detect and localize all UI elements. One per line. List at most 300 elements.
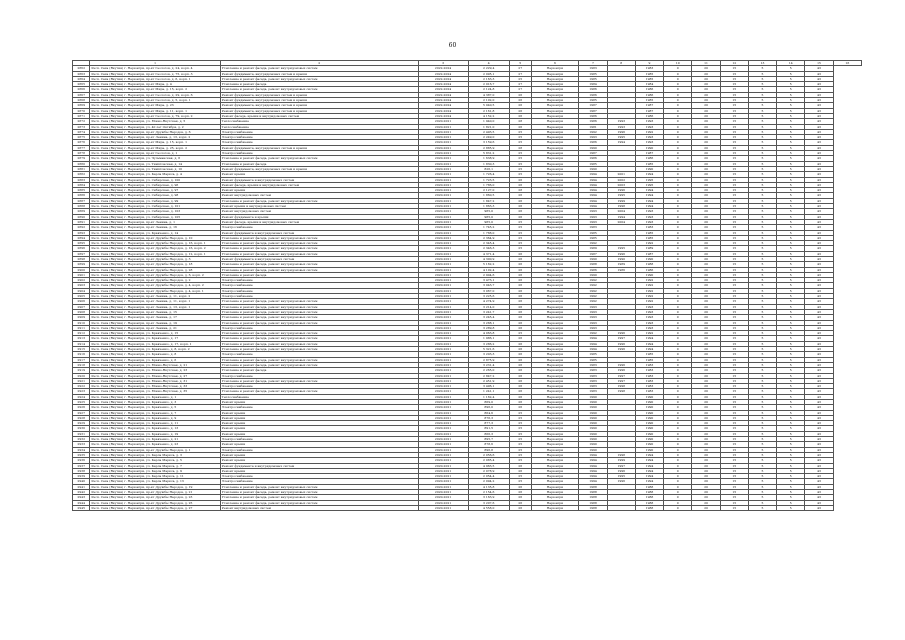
table-cell: 25 — [509, 452, 531, 457]
table-cell: 5 — [748, 241, 776, 246]
table-cell: 2935 — [73, 452, 90, 457]
table-cell: Нерюнгри — [531, 394, 579, 399]
table-cell: 1994 — [635, 341, 663, 346]
table-cell: 43 — [805, 246, 833, 251]
table-cell: 5 — [748, 161, 776, 166]
table-cell: 3 289,8 — [468, 325, 509, 330]
table-cell: Ремонт крыши — [220, 172, 418, 177]
table-cell: 43 — [805, 108, 833, 113]
table-cell: Утепление и ремонт фасада, ремонт внутридомовых систем — [220, 315, 418, 320]
column-header: 3 — [418, 61, 468, 66]
table-cell: Нерюнгри — [531, 368, 579, 373]
table-cell: Нерюнгри — [531, 98, 579, 103]
table-cell: 1994 — [579, 463, 607, 468]
table-cell: 20 — [692, 113, 720, 118]
table-cell: 1 745,2 — [468, 225, 509, 230]
table-cell: Респ. Саха (Якутия) г. Нерюнгри, ул. Южно-Якутская, д. 35 — [90, 389, 220, 394]
table-cell: 5 — [777, 458, 805, 463]
table-cell: Нерюнгри — [531, 468, 579, 473]
table-cell: 2889 — [73, 209, 90, 214]
table-cell: Респ. Саха (Якутия) г. Нерюнгри, пр-кт Геологов, д. 79, корп. 2 — [90, 113, 220, 118]
table-cell: 2020-2021 — [418, 166, 468, 171]
table-cell: 1990 — [635, 166, 663, 171]
table-cell: 15 — [720, 394, 748, 399]
table-cell: 3 288,1 — [468, 320, 509, 325]
table-cell: 15 — [720, 76, 748, 81]
table-cell: 1997 — [607, 373, 635, 378]
table-cell: Утепление и ремонт фасада, ремонт внутридомовых систем — [220, 500, 418, 505]
table-cell: 26 — [509, 352, 531, 357]
table-cell: 1994 — [579, 193, 607, 198]
table-cell: Респ. Саха (Якутия) г. Нерюнгри, пр-кт Мира, д. 11, корп. 1 — [90, 108, 220, 113]
table-cell: 5 — [777, 209, 805, 214]
table-cell: 2892 — [73, 225, 90, 230]
table-cell: Респ. Саха (Якутия) г. Нерюнгри, ул. Кравченко, д. 1 — [90, 394, 220, 399]
table-cell: Нерюнгри — [531, 76, 579, 81]
table-cell: Респ. Саха (Якутия) г. Нерюнгри, пр-кт Ленина, д. 11, корп. 2 — [90, 294, 220, 299]
table-cell: 2020-2021 — [418, 251, 468, 256]
table-cell: 0 — [664, 373, 692, 378]
table-cell: 1983 — [579, 368, 607, 373]
table-cell: 43 — [805, 66, 833, 71]
table-cell: 5 — [777, 405, 805, 410]
table-cell: 26 — [509, 256, 531, 261]
table-cell: 26 — [509, 98, 531, 103]
table-cell: 0 — [664, 98, 692, 103]
table-cell: Нерюнгри — [531, 336, 579, 341]
table-cell: 2020-2021 — [418, 341, 468, 346]
table-cell: 864,6 — [468, 410, 509, 415]
table-cell: 5 — [777, 505, 805, 510]
table-cell: 20 — [692, 108, 720, 113]
table-cell: 5 — [777, 500, 805, 505]
table-cell: Респ. Саха (Якутия) г. Нерюнгри, ул. Сибирская, д. 103 — [90, 209, 220, 214]
table-cell: Нерюнгри — [531, 124, 579, 129]
column-header: 8 — [607, 61, 635, 66]
table-cell: 5 — [777, 251, 805, 256]
table-cell: 43 — [805, 463, 833, 468]
table-cell: 2884 — [73, 182, 90, 187]
table-cell: 2022-2024 — [418, 113, 468, 118]
table-cell: 5 — [777, 103, 805, 108]
table-cell: 43 — [805, 140, 833, 145]
column-header: 16 — [833, 61, 861, 66]
table-cell: Нерюнгри — [531, 151, 579, 156]
table-cell: 43 — [805, 135, 833, 140]
table-cell: 43 — [805, 166, 833, 171]
table-cell: 20 — [692, 452, 720, 457]
table-cell: 1983 — [579, 378, 607, 383]
table-cell: 5 — [748, 230, 776, 235]
table-cell: 1989 — [635, 246, 663, 251]
table-cell: 4 387,0 — [468, 92, 509, 97]
table-cell: Нерюнгри — [531, 325, 579, 330]
table-cell: 26 — [509, 262, 531, 267]
table-cell: 3 203,3 — [468, 352, 509, 357]
table-cell: 2872 — [73, 119, 90, 124]
table-cell: 1983 — [635, 384, 663, 389]
table-cell: 2020-2021 — [418, 235, 468, 240]
table-cell: Нерюнгри — [531, 246, 579, 251]
table-cell: 2931 — [73, 431, 90, 436]
table-cell: 27 — [509, 87, 531, 92]
table-cell: Респ. Саха (Якутия) г. Нерюнгри, ул. Кравченко, д. 3 — [90, 400, 220, 405]
table-cell: 43 — [805, 347, 833, 352]
table-cell: 2020-2021 — [418, 230, 468, 235]
table-cell: 5 — [748, 452, 776, 457]
table-cell: Утепление и ремонт фасада, ремонт внутридомовых систем — [220, 484, 418, 489]
table-cell: 1994 — [579, 336, 607, 341]
table-cell: 1988 — [635, 500, 663, 505]
table-cell: Нерюнгри — [531, 140, 579, 145]
table-cell: 15 — [720, 198, 748, 203]
table-cell: 0 — [664, 336, 692, 341]
table-cell: 1999 — [607, 198, 635, 203]
table-cell: Нерюнгри — [531, 442, 579, 447]
table-cell: 20 — [692, 400, 720, 405]
table-cell: 43 — [805, 214, 833, 219]
table-cell: 2864 — [73, 76, 90, 81]
table-cell: 2 056,6 — [468, 452, 509, 457]
table-cell: 5 — [748, 209, 776, 214]
table-cell: 2881 — [73, 166, 90, 171]
table-cell: 43 — [805, 394, 833, 399]
table-cell: 5 — [748, 92, 776, 97]
table-cell: 15 — [720, 500, 748, 505]
table-cell: Нерюнгри — [531, 304, 579, 309]
table-cell: 2871 — [73, 113, 90, 118]
table-cell: 1990 — [635, 272, 663, 277]
table-cell: Респ. Саха (Якутия) г. Нерюнгри, пр-кт Дружбы Народов, д. 18 — [90, 262, 220, 267]
table-cell: 0 — [664, 447, 692, 452]
table-cell: 0 — [664, 315, 692, 320]
table-cell: Нерюнгри — [531, 309, 579, 314]
column-header: 2 — [220, 61, 418, 66]
table-cell: Утепление и ремонт фасада, ремонт внутридомовых систем — [220, 304, 418, 309]
table-cell: 26 — [509, 341, 531, 346]
table-cell: 20 — [692, 410, 720, 415]
table-cell: 26 — [509, 336, 531, 341]
table-cell: Нерюнгри — [531, 315, 579, 320]
table-cell: Ремонт крыши — [220, 442, 418, 447]
table-cell: 1983 — [579, 66, 607, 71]
table-cell: 20 — [692, 437, 720, 442]
table-cell: 1987 — [635, 151, 663, 156]
table-cell: 15 — [720, 262, 748, 267]
table-cell: 5 — [748, 119, 776, 124]
table-cell: 5 — [748, 182, 776, 187]
table-cell: 5 — [777, 204, 805, 209]
table-cell: 20 — [692, 272, 720, 277]
table-cell: 15 — [720, 447, 748, 452]
table-cell: 5 — [777, 256, 805, 261]
table-cell: 15 — [720, 119, 748, 124]
table-cell: 26 — [509, 108, 531, 113]
table-cell: 20 — [692, 331, 720, 336]
table-cell: Нерюнгри — [531, 373, 579, 378]
table-cell: 25 — [509, 447, 531, 452]
table-cell: 2022-2024 — [418, 82, 468, 87]
table-cell: 1994 — [607, 214, 635, 219]
column-header: 15 — [805, 61, 833, 66]
table-cell: 5 — [777, 140, 805, 145]
table-cell: 25 — [509, 474, 531, 479]
table-cell: 5 — [777, 394, 805, 399]
table-cell: 15 — [720, 362, 748, 367]
table-cell: 3 245,4 — [468, 315, 509, 320]
table-cell: 5 — [748, 394, 776, 399]
table-cell: 26 — [509, 468, 531, 473]
table-cell: 1997 — [607, 336, 635, 341]
table-cell: 26 — [509, 299, 531, 304]
table-cell: 15 — [720, 490, 748, 495]
table-cell: Респ. Саха (Якутия) г. Нерюнгри, ул. Кравченко, д. 23 — [90, 442, 220, 447]
table-cell: Респ. Саха (Якутия) г. Нерюнгри, ул. Кравченко, д. 17, корп. 1 — [90, 341, 220, 346]
table-cell: 2939 — [73, 474, 90, 479]
table-cell: 20 — [692, 98, 720, 103]
table-cell: 2020-2021 — [418, 124, 468, 129]
table-cell: 2 078,9 — [468, 468, 509, 473]
table-cell: 2020-2021 — [418, 505, 468, 510]
table-cell: 20 — [692, 304, 720, 309]
table-cell: 20 — [692, 92, 720, 97]
table-cell: 2941 — [73, 484, 90, 489]
table-cell: 2942 — [73, 490, 90, 495]
table-cell: 26 — [509, 405, 531, 410]
table-cell: Утепление и ремонт фасада, ремонт внутридомовых систем — [220, 198, 418, 203]
table-cell: 5 — [748, 204, 776, 209]
table-cell: 2020-2021 — [418, 204, 468, 209]
table-cell: 2930 — [73, 426, 90, 431]
table-cell: Утепление и ремонт фасада, ремонт внутридомовых систем — [220, 299, 418, 304]
table-cell: 5 — [777, 66, 805, 71]
table-cell: 5 — [777, 347, 805, 352]
table-cell: 20 — [692, 505, 720, 510]
table-cell: 43 — [805, 288, 833, 293]
table-cell: 5 — [748, 129, 776, 134]
table-cell: 1 830,3 — [468, 161, 509, 166]
table-cell: 20 — [692, 362, 720, 367]
table-cell: 1987 — [635, 103, 663, 108]
table-cell: 0 — [664, 145, 692, 150]
table-cell: Электроснабжение — [220, 437, 418, 442]
table-cell: Нерюнгри — [531, 452, 579, 457]
table-cell: 26 — [509, 373, 531, 378]
table-cell: 2921 — [73, 378, 90, 383]
table-cell: 43 — [805, 92, 833, 97]
table-cell: 1990 — [635, 442, 663, 447]
table-cell: 5 — [777, 352, 805, 357]
table-cell: 5 — [777, 331, 805, 336]
table-cell: 1990 — [635, 400, 663, 405]
table-cell: 43 — [805, 368, 833, 373]
table-cell: 1993 — [635, 214, 663, 219]
table-cell: 5 — [777, 400, 805, 405]
table-cell: 1983 — [635, 389, 663, 394]
table-cell: 20 — [692, 103, 720, 108]
table-cell: 1983 — [635, 373, 663, 378]
table-cell: 4 963,5 — [468, 463, 509, 468]
table-cell: 2885 — [73, 188, 90, 193]
table-cell: 15 — [720, 151, 748, 156]
table-cell: 1994 — [579, 204, 607, 209]
table-cell: 1995 — [635, 182, 663, 187]
table-cell: 1 860,5 — [468, 193, 509, 198]
table-cell: 869,0 — [468, 400, 509, 405]
column-header: 12 — [720, 61, 748, 66]
table-cell: Нерюнгри — [531, 225, 579, 230]
table-cell: 15 — [720, 309, 748, 314]
table-cell: 5 — [748, 505, 776, 510]
table-cell: 2020-2021 — [418, 410, 468, 415]
table-cell: 2878 — [73, 151, 90, 156]
table-cell: 20 — [692, 415, 720, 420]
table-cell: 5 — [777, 214, 805, 219]
table-cell: 20 — [692, 182, 720, 187]
table-cell: 1990 — [635, 405, 663, 410]
table-cell: 0 — [664, 484, 692, 489]
table-cell: 5 — [777, 479, 805, 484]
table-cell: 20 — [692, 278, 720, 283]
table-cell: 1990 — [579, 166, 607, 171]
table-cell: 5 — [748, 71, 776, 76]
column-header: 11 — [692, 61, 720, 66]
table-cell: Нерюнгри — [531, 505, 579, 510]
table-cell: 1983 — [635, 225, 663, 230]
table-cell: 4 102,4 — [468, 267, 509, 272]
table-cell: 2 161,8 — [468, 108, 509, 113]
table-cell: 2920 — [73, 373, 90, 378]
table-cell: 5 — [777, 119, 805, 124]
table-cell: 0 — [664, 431, 692, 436]
table-cell: 0 — [664, 490, 692, 495]
table-cell: Респ. Саха (Якутия) г. Нерюнгри, пр-кт Дружбы Народов, д. 10 — [90, 235, 220, 240]
table-cell: 27 — [509, 82, 531, 87]
table-cell: 1990 — [579, 405, 607, 410]
table-cell: 2 102,0 — [468, 98, 509, 103]
table-cell: 1994 — [579, 452, 607, 457]
table-cell: 0 — [664, 256, 692, 261]
table-cell: 2 265,0 — [468, 368, 509, 373]
table-cell: Респ. Саха (Якутия) г. Нерюнгри, пр-кт Дружбы Народов, д. 21 — [90, 490, 220, 495]
table-cell: 25 — [509, 421, 531, 426]
table-cell: 1993 — [635, 140, 663, 145]
table-cell: 5 — [748, 304, 776, 309]
table-cell: 15 — [720, 352, 748, 357]
table-cell: 5 — [748, 193, 776, 198]
table-cell: Утепление и ремонт фасада, ремонт внутридомовых систем — [220, 331, 418, 336]
table-cell: 5 — [777, 129, 805, 134]
table-cell: 5 — [777, 135, 805, 140]
page-number: 60 — [448, 42, 457, 49]
table-cell: 43 — [805, 421, 833, 426]
table-cell: 2022-2024 — [418, 92, 468, 97]
table-cell: 5 — [748, 251, 776, 256]
table-cell: 2938 — [73, 468, 90, 473]
table-cell: 5 — [748, 474, 776, 479]
table-cell: 2 904,6 — [468, 272, 509, 277]
table-cell: 20 — [692, 156, 720, 161]
table-cell: 1990 — [579, 415, 607, 420]
table-cell: 2022-2024 — [418, 87, 468, 92]
table-cell: 1985 — [579, 98, 607, 103]
table-cell: 1993 — [579, 320, 607, 325]
table-cell: Нерюнгри — [531, 421, 579, 426]
table-cell: 5 — [777, 71, 805, 76]
table-cell: 0 — [664, 400, 692, 405]
table-cell: 1993 — [635, 320, 663, 325]
table-cell: 0 — [664, 204, 692, 209]
table-cell: Нерюнгри — [531, 437, 579, 442]
table-cell: Респ. Саха (Якутия) г. Нерюнгри, ул. Кравченко, д. 8, корп. 2 — [90, 347, 220, 352]
table-cell: Нерюнгри — [531, 188, 579, 193]
table-cell: 15 — [720, 145, 748, 150]
column-header: 4 — [468, 61, 509, 66]
table-cell: 2 229,4 — [468, 66, 509, 71]
table-cell: Нерюнгри — [531, 400, 579, 405]
table-cell: 0 — [664, 474, 692, 479]
table-cell: 5 — [748, 373, 776, 378]
table-cell: 5 — [777, 362, 805, 367]
table-cell: 2934 — [73, 447, 90, 452]
table-cell: 1990 — [579, 426, 607, 431]
table-cell: 43 — [805, 219, 833, 224]
table-cell: 5 — [777, 235, 805, 240]
table-cell: 2875 — [73, 135, 90, 140]
table-cell: Ремонт фундамента, внутридомовых систем и крыши — [220, 71, 418, 76]
table-cell: 5 — [748, 278, 776, 283]
table-cell: Респ. Саха (Якутия) г. Нерюнгри, ул. Карла Маркса, д. 9 — [90, 468, 220, 473]
table-cell: 26 — [509, 124, 531, 129]
table-cell: 27 — [509, 71, 531, 76]
table-cell: 15 — [720, 357, 748, 362]
table-cell: 2 054,4 — [468, 474, 509, 479]
table-cell: 1995 — [607, 193, 635, 198]
table-cell: 1992 — [635, 129, 663, 134]
table-cell: 5 — [748, 442, 776, 447]
table-cell: Нерюнгри — [531, 262, 579, 267]
table-cell: 2020-2021 — [418, 119, 468, 124]
table-cell: 3 067,0 — [468, 288, 509, 293]
table-cell: 1 940,0 — [468, 119, 509, 124]
table-cell: 2928 — [73, 415, 90, 420]
table-cell: Респ. Саха (Якутия) г. Нерюнгри, пр-кт Дружбы Народов, д. 6 — [90, 129, 220, 134]
table-cell: 5 — [777, 267, 805, 272]
column-header: 14 — [777, 61, 805, 66]
table-cell: 43 — [805, 262, 833, 267]
table-cell: 43 — [805, 230, 833, 235]
table-cell: 5 — [777, 415, 805, 420]
table-cell: 5 — [777, 389, 805, 394]
table-cell: 20 — [692, 283, 720, 288]
table-cell: Нерюнгри — [531, 156, 579, 161]
table-cell: 1993 — [635, 304, 663, 309]
table-cell: 25 — [509, 172, 531, 177]
table-cell: 1986 — [579, 87, 607, 92]
table-cell: Респ. Саха (Якутия) г. Нерюнгри, пр-кт Дружбы Народов, д. 6, корп. 2 — [90, 272, 220, 277]
table-cell: Респ. Саха (Якутия) г. Нерюнгри, пр-кт Ленина, д. 11, корп. 1 — [90, 299, 220, 304]
table-cell: 0 — [664, 92, 692, 97]
table-cell: 43 — [805, 479, 833, 484]
table-cell: 43 — [805, 352, 833, 357]
table-cell: Нерюнгри — [531, 474, 579, 479]
table-cell: 15 — [720, 182, 748, 187]
table-cell: 2020-2021 — [418, 336, 468, 341]
table-cell: Нерюнгри — [531, 166, 579, 171]
table-cell: 20 — [692, 66, 720, 71]
table-cell: 25 — [509, 235, 531, 240]
table-cell: Нерюнгри — [531, 82, 579, 87]
